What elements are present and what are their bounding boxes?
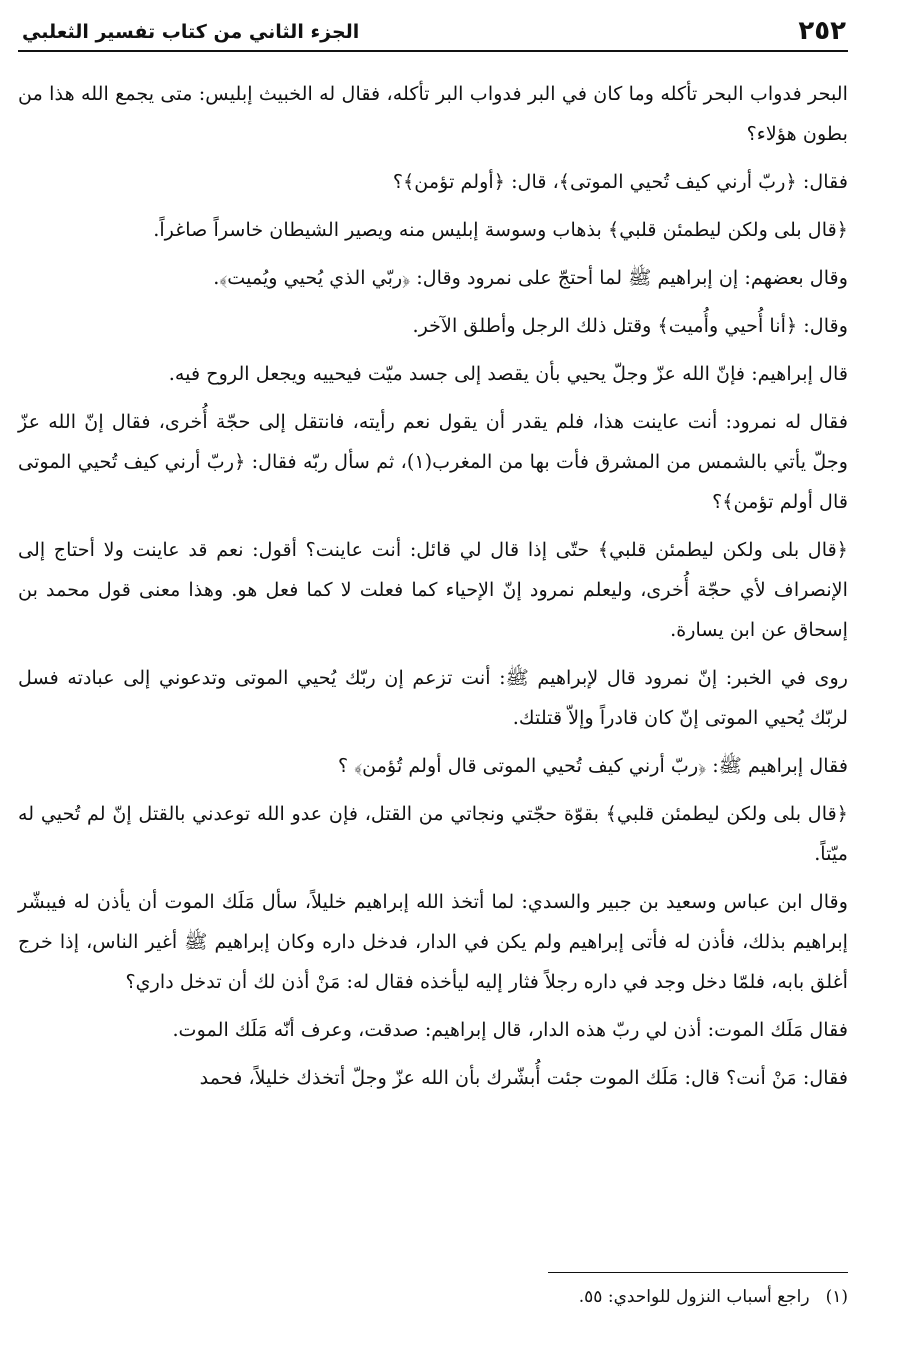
paragraph: ﴿قال بلى ولكن ليطمئن قلبي﴾ بذهاب وسوسة إبليس منه ويصير الشيطان خاسراً صاغراً. (153, 218, 848, 241)
footnote (18, 1282, 848, 1312)
paragraph: ﴿قال بلى ولكن ليطمئن قلبي﴾ حتّى إذا قال لي قائل: أنت عاينت؟ أقول: نعم قد عاينت ولا أحتاج إلى الإنصراف لأي حجّة أُخرى، وليعلم نمرود إنّ الإحياء كما فعلت لا كما فعل هو. وهذا معنى قول محمد بن إسحاق عن ابن يسارة. (18, 538, 848, 641)
paragraph: فقال: مَنْ أنت؟ قال: مَلَك الموت جئت أُبشّرك بأن الله عزّ وجلّ أتخذك خليلاً، فحمد (199, 1066, 848, 1089)
footnote-text: راجع أسباب النزول للواحدي: ٥٥. (578, 1287, 810, 1307)
paragraph: فقال: ﴿ربّ أرني كيف تُحيي الموتى﴾، قال: ﴿أولم تؤمن﴾؟ (392, 170, 848, 193)
document-page (18, 10, 848, 1340)
paragraph: فقال مَلَك الموت: أذن لي ربّ هذه الدار، قال إبراهيم: صدقت، وعرف أنّه مَلَك الموت. (172, 1018, 848, 1041)
footnote-number: (١) (825, 1287, 848, 1307)
paragraph: فقال له نمرود: أنت عاينت هذا، فلم يقدر أن يقول نعم رأيته، فانتقل إلى حجّة أُخرى، فقال إنّ الله عزّ وجلّ يأتي بالشمس من المشرق فأت بها من المغرب(١)، ثم سأل ربّه فقال: ﴿ربّ أرني كيف تُحيي الموتى قال أولم تؤمن﴾؟ (18, 410, 848, 513)
page-header (18, 10, 848, 52)
page-number: ٢٥٢ (798, 16, 846, 46)
paragraph: روى في الخبر: إنّ نمرود قال لإبراهيم ﷺ: أنت تزعم إن ربّك يُحيي الموتى وتدعوني إلى عبادته فسل لربّك يُحيي الموتى إنّ كان قادراً وإلاّ قتلتك. (18, 666, 848, 729)
paragraph: البحر فدواب البحر تأكله وما كان في البر فدواب البر تأكله، فقال له الخبيث إبليس: متى يجمع الله هذا من بطون هؤلاء؟ (18, 82, 848, 145)
footnote-divider (548, 1272, 848, 1273)
paragraph: وقال بعضهم: إن إبراهيم ﷺ لما أحتجّ على نمرود وقال: ﴿ربّي الذي يُحيي ويُميت﴾. (213, 266, 848, 289)
paragraph: ﴿قال بلى ولكن ليطمئن قلبي﴾ بقوّة حجّتي ونجاتي من القتل، فإن عدو الله توعدني بالقتل إنّ لم تُحيي له ميّتاً. (18, 802, 848, 865)
paragraph: قال إبراهيم: فإنّ الله عزّ وجلّ يحيي بأن يقصد إلى جسد ميّت فيحييه ويجعل الروح فيه. (168, 362, 848, 385)
running-title: الجزء الثاني من كتاب تفسير الثعلبي (22, 21, 360, 43)
paragraph: وقال ابن عباس وسعيد بن جبير والسدي: لما أتخذ الله إبراهيم خليلاً، سأل مَلَك الموت أن يأذن له فيبشّر إبراهيم بذلك، فأذن له فأتى إبراهيم ولم يكن في الدار، فدخل داره وكان إبراهيم ﷺ أغير الناس، إذا خرج أغلق بابه، فلمّا دخل وجد في داره رجلاً فثار إليه ليأخذه فقال له: مَنْ أذن لك أن تدخل داري؟ (18, 890, 848, 993)
paragraph: فقال إبراهيم ﷺ: ﴿ربّ أرني كيف تُحيي الموتى قال أولم تُؤمن﴾ ؟ (337, 754, 848, 777)
paragraph: وقال: ﴿أنا أُحيي وأُميت﴾ وقتل ذلك الرجل وأطلق الآخر. (412, 314, 848, 337)
body-text (18, 74, 848, 1106)
